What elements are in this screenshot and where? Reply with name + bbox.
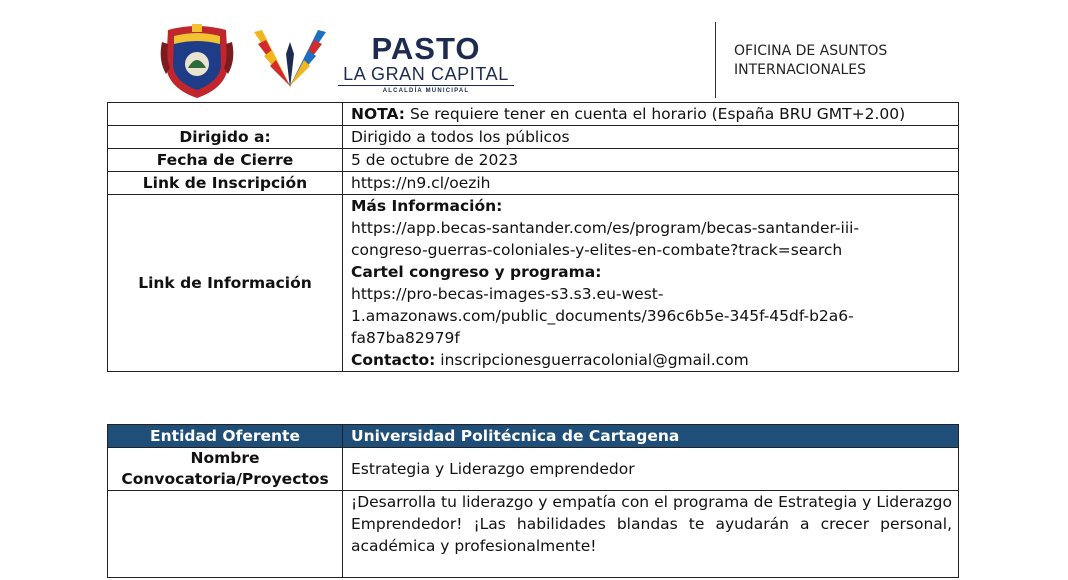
program-name-label-line-1: Nombre (190, 449, 260, 467)
empty-label-cell (108, 491, 343, 578)
cartel-url-line-1[interactable]: https://pro-becas-images-s3.s3.eu-west- (351, 285, 664, 303)
city-coat-of-arms-logo (158, 22, 236, 100)
cartel-label: Cartel congreso y programa: (351, 263, 602, 281)
nota-text: Se requiere tener en cuenta el horario (España BRU GMT+2.00) (405, 105, 906, 123)
table-row (108, 448, 959, 491)
brand-subtitle: LA GRAN CAPITAL (343, 64, 509, 84)
row-label: Link de Inscripción (108, 172, 343, 195)
brand-divider (338, 85, 514, 86)
table-row (108, 126, 959, 149)
cartel-link[interactable] (351, 283, 952, 349)
cartel-url-line-2[interactable]: 1.amazonaws.com/public_documents/396c6b5e-345f-45df-b2a6- (351, 307, 854, 325)
table-row (108, 103, 959, 126)
header-divider (715, 22, 716, 98)
inscription-link[interactable]: https://n9.cl/oezih (343, 172, 959, 195)
brand-title: PASTO (371, 31, 481, 66)
table-row (108, 195, 959, 372)
contact-line (351, 349, 952, 371)
entity-header-value: Universidad Politécnica de Cartagena (343, 425, 959, 448)
office-name (734, 42, 887, 80)
mas-info-url-line-1[interactable]: https://app.becas-santander.com/es/program/becas-santander-iii- (351, 219, 860, 237)
nota-label: NOTA: (351, 105, 406, 123)
row-value: Dirigido a todos los públicos (343, 126, 959, 149)
brand-wordmark (334, 31, 518, 95)
office-line-2: INTERNACIONALES (734, 62, 867, 78)
nota-cell (343, 103, 959, 126)
program-description: ¡Desarrolla tu liderazgo y empatía con el programa de Estrategia y Liderazgo Emprendedor! ¡Las habilidades blandas te ayudarán a crecer personal, académica y profesionalmente! (343, 491, 959, 578)
empty-label-cell (108, 103, 343, 126)
table-header-row (108, 425, 959, 448)
mas-info-url-line-2[interactable]: congreso-guerras-coloniales-y-elites-en-combate?track=search (351, 241, 843, 259)
program-name-value: Estrategia y Liderazgo emprendedor (343, 448, 959, 491)
mas-info-label: Más Información: (351, 197, 503, 215)
table-row (108, 491, 959, 578)
table-row (108, 149, 959, 172)
row-value: 5 de octubre de 2023 (343, 149, 959, 172)
brand-tagline: ALCALDÍA MUNICIPAL (382, 88, 470, 94)
cartel-url-line-3[interactable]: fa87ba82979f (351, 329, 460, 347)
entity-header-label: Entidad Oferente (108, 425, 343, 448)
info-cell (343, 195, 959, 372)
mas-info-link[interactable] (351, 217, 952, 261)
program-name-label (108, 448, 343, 491)
row-label: Dirigido a: (108, 126, 343, 149)
document-header (0, 0, 1068, 100)
program-name-label-line-2: Convocatoria/Proyectos (121, 470, 329, 488)
contact-email[interactable]: inscripcionesguerracolonial@gmail.com (435, 351, 749, 369)
offer-table (107, 424, 959, 578)
pasto-bird-logo (248, 24, 332, 94)
call-details-table (107, 102, 959, 372)
row-label: Link de Información (108, 195, 343, 372)
office-line-1: OFICINA DE ASUNTOS (734, 43, 888, 59)
contact-label: Contacto: (351, 351, 436, 369)
table-row (108, 172, 959, 195)
row-label: Fecha de Cierre (108, 149, 343, 172)
